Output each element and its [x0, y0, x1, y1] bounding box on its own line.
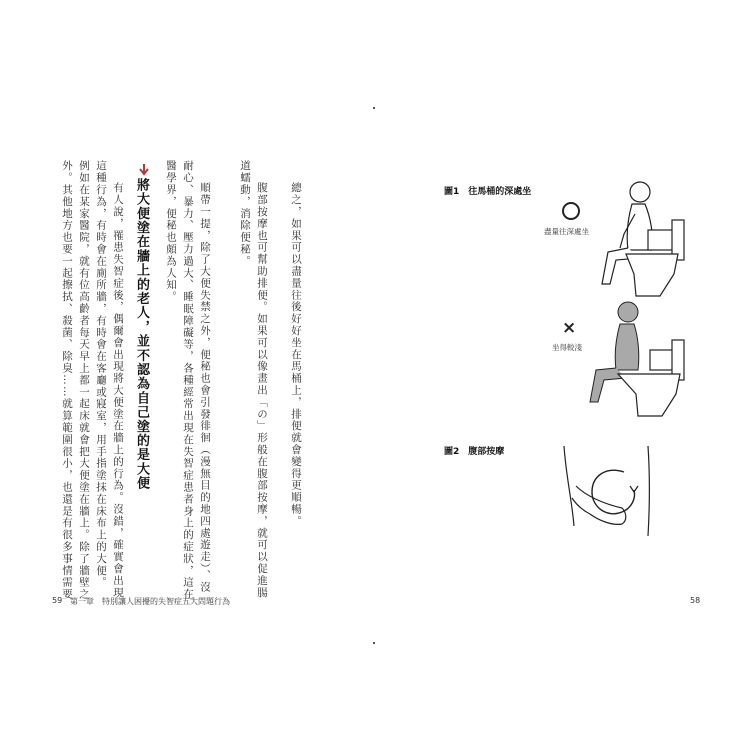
bottom-dot	[373, 642, 375, 644]
text-column: 例如在某家醫院，就有位高齡者每天早上都一起床就會把大便塗在牆上。除了牆壁之	[78, 160, 90, 601]
text-column: 總之，如果可以盡量往後好好坐在馬桶上，排便就會變得更順暢。	[290, 182, 302, 528]
text-column: 耐心、暴力、壓力過大、睡眠障礙等，各種經常出現在失智症患者身上的症狀，這在	[182, 160, 194, 601]
figure1-title: 圖1 往馬桶的深處坐	[444, 187, 532, 197]
person-sitting-shallow-illustration	[580, 298, 690, 418]
top-dot	[373, 107, 375, 109]
text-column: 順帶一提，除了大便失禁之外，便秘也會引發徘徊（漫無目的地四處遊走）、沒	[199, 182, 211, 594]
page-number-left: 59	[52, 596, 63, 605]
page-number-right: 58	[690, 596, 701, 605]
abdominal-massage-illustration	[556, 446, 666, 546]
text-column: 道蠕動，消除便秘。	[239, 160, 251, 268]
cross-ng-icon: ×	[562, 318, 577, 338]
running-footer: 第一章 特別讓人困擾的失智症五大問題行為	[70, 597, 230, 606]
text-column: 腹部按摩也可幫助排便。如果可以像畫出「の」形般在腹部按摩，就可以促進腸	[256, 182, 268, 599]
figure1-good-caption: 盡量往深處坐	[544, 227, 589, 236]
text-column: 外。其他地方也要一起擦拭、殺菌、除臭……就算範圍很小，也還是有很多事情需要	[61, 160, 73, 601]
figure2-title: 圖2 腹部按摩	[444, 447, 505, 457]
text-column: 醫學界，便秘也頗為人知。	[165, 160, 177, 303]
figure1-bad-caption: 坐得較淺	[552, 343, 582, 352]
arrow-down-icon	[139, 164, 149, 176]
section-heading: 將大便塗在牆上的老人，並不認為自己塗的是大便	[134, 178, 149, 491]
text-column: 有人說，罹患失智症後，偶爾會出現將大便塗在牆上的行為。沒錯，確實會出現	[112, 182, 124, 599]
person-sitting-deep-illustration	[590, 178, 690, 298]
circle-ok-icon	[562, 202, 580, 220]
text-column: 這種行為，有時會在廁所牆，有時會在客廳或寢室，用手指塗抹在床布上的大便。	[95, 160, 107, 589]
